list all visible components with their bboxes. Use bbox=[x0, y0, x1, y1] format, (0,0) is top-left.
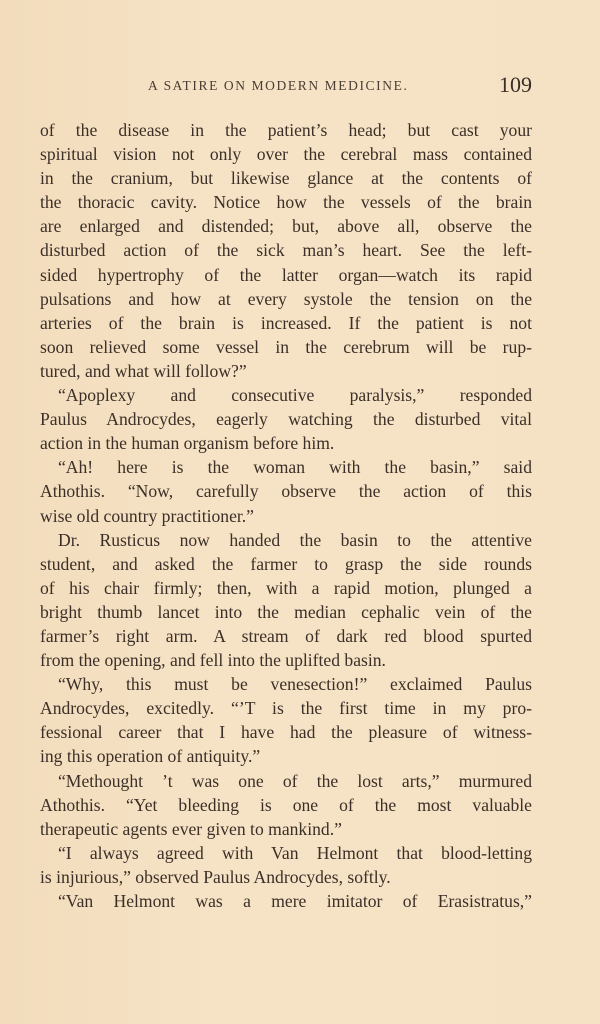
text-line: “Why, this must be venesection!” exclaimed Paulus bbox=[58, 674, 532, 695]
text-line: fessional career that I have had the pleasure of witness- bbox=[40, 722, 532, 743]
text-line: of his chair firmly; then, with a rapid motion, plunged a bbox=[40, 577, 532, 598]
text-line: spiritual vision not only over the cerebral mass contained bbox=[40, 144, 532, 165]
text-line: Athothis. “Yet bleeding is one of the most valuable bbox=[40, 794, 532, 815]
text-line: is injurious,” observed Paulus Androcydes, softly. bbox=[40, 866, 391, 887]
text-line: Dr. Rusticus now handed the basin to the attentive bbox=[58, 529, 532, 550]
text-line: farmer’s right arm. A stream of dark red blood spurted bbox=[40, 625, 532, 646]
text-line: arteries of the brain is increased. If the patient is not bbox=[40, 312, 532, 333]
text-line: in the cranium, but likewise glance at the contents of bbox=[40, 168, 532, 189]
text-line: Androcydes, excitedly. “’T is the first time in my pro- bbox=[40, 698, 532, 719]
text-line: bright thumb lancet into the median cephalic vein of the bbox=[40, 601, 532, 622]
text-line: “Apoplexy and consecutive paralysis,” responded bbox=[58, 385, 532, 406]
body-text bbox=[40, 118, 532, 913]
text-line: from the opening, and fell into the uplifted basin. bbox=[40, 650, 386, 671]
text-line: “Van Helmont was a mere imitator of Erasistratus,” bbox=[58, 891, 532, 911]
text-line: “Ah! here is the woman with the basin,” said bbox=[58, 457, 532, 478]
text-line: therapeutic agents ever given to mankind.” bbox=[40, 818, 342, 839]
text-line: pulsations and how at every systole the tension on the bbox=[40, 288, 532, 309]
text-line: tured, and what will follow?” bbox=[40, 360, 247, 381]
text-line: of the disease in the patient’s head; but cast your bbox=[40, 120, 532, 140]
text-line: are enlarged and distended; but, above all, observe the bbox=[40, 216, 532, 237]
page-number: 109 bbox=[499, 72, 532, 97]
text-line: the thoracic cavity. Notice how the vessels of the brain bbox=[40, 192, 532, 213]
running-head: A SATIRE ON MODERN MEDICINE. bbox=[148, 78, 409, 93]
text-line: ing this operation of antiquity.” bbox=[40, 746, 261, 767]
text-line: sided hypertrophy of the latter organ—watch its rapid bbox=[40, 264, 532, 285]
text-line: “I always agreed with Van Helmont that blood-letting bbox=[58, 842, 532, 863]
text-line: wise old country practitioner.” bbox=[40, 505, 254, 526]
page-header bbox=[40, 74, 532, 98]
text-line: “Methought ’t was one of the lost arts,” murmured bbox=[58, 770, 532, 791]
text-line: soon relieved some vessel in the cerebrum will be rup- bbox=[40, 336, 532, 357]
text-line: Athothis. “Now, carefully observe the action of this bbox=[40, 481, 532, 502]
text-line: action in the human organism before him. bbox=[40, 433, 335, 454]
text-line: disturbed action of the sick man’s heart. See the left- bbox=[40, 240, 532, 261]
text-line: student, and asked the farmer to grasp the side rounds bbox=[40, 553, 532, 574]
text-line: Paulus Androcydes, eagerly watching the disturbed vital bbox=[40, 409, 532, 430]
